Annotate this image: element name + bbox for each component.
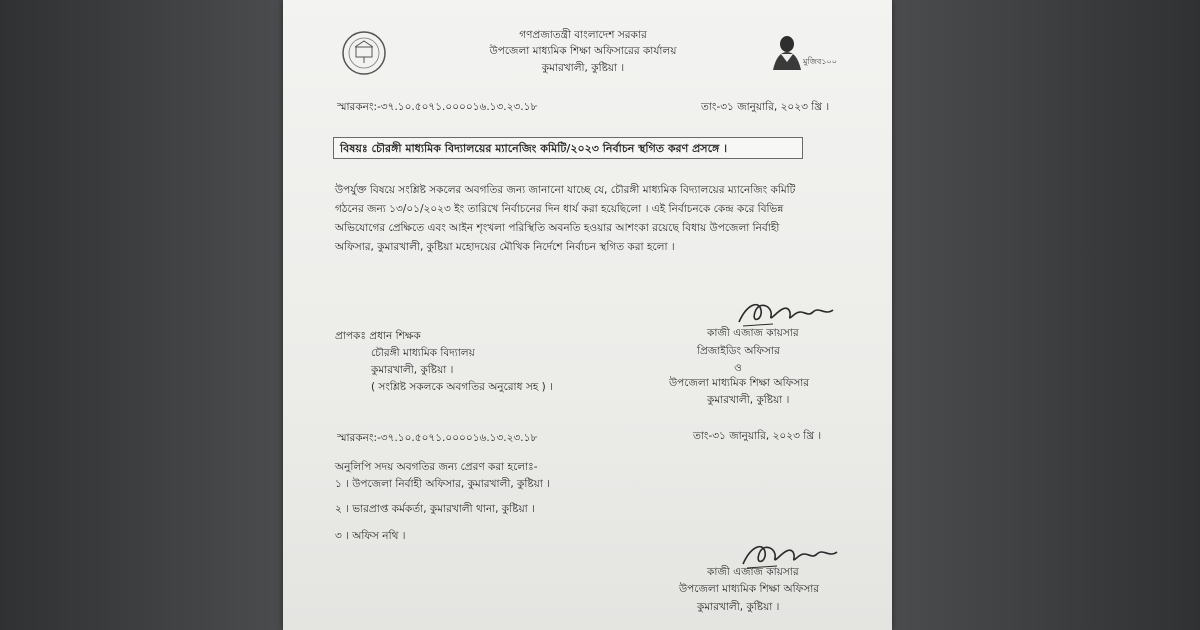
signatory1-name: কাজী এজাজ কায়সার xyxy=(707,327,799,339)
copy-item: ২ । ভারপ্রাপ্ত কর্মকর্তা, কুমারখালী থানা, কুষ্টিয়া । xyxy=(335,503,535,515)
signatory2-place: কুমারখালী, কুষ্টিয়া । xyxy=(697,601,780,613)
copy-item: ১ । উপজেলা নির্বাহী অফিসার, কুমারখালী, কুষ্টিয়া । xyxy=(335,478,550,490)
signatory1-place: কুমারখালী, কুষ্টিয়া । xyxy=(707,394,790,406)
document-page xyxy=(283,0,892,630)
body-line: উপর্যুক্ত বিষয়ে সংশ্লিষ্ট সকলের অবগতির জন্য জানানো যাচ্ছে যে, চৌরঙ্গী মাধ্যমিক বিদ্যালয়ের ম্যানেজিং কমিটি xyxy=(335,184,796,196)
copy-item: ৩ । অফিস নথি । xyxy=(335,530,406,542)
signatory1-role-presiding: প্রিজাইডিং অফিসার xyxy=(697,345,780,357)
recipient-school: চৌরঙ্গী মাধ্যমিক বিদ্যালয় xyxy=(371,347,475,359)
portrait-caption: মুজিব১০০ xyxy=(803,57,837,66)
body-line: অফিসার, কুমারখালী, কুষ্টিয়া মহোদয়ের মৌখিক নির্দেশে নির্বাচন স্থগিত করা হলো । xyxy=(335,241,675,253)
body-paragraph xyxy=(335,181,840,257)
header-line-location: কুমারখালী, কুষ্টিয়া । xyxy=(541,62,625,74)
background-right xyxy=(892,0,1200,630)
body-line: গঠনের জন্য ১৩/০১/২০২৩ ইং তারিখে নির্বাচনের দিন ধার্য করা হয়েছিলো । এই নির্বাচনকে কেন্দ্র করে বিভিন্ন xyxy=(335,203,784,215)
mujib100-portrait-logo xyxy=(767,32,837,72)
signatory1-and: ও xyxy=(734,362,742,374)
memo-number-copy: স্মারকনং:-৩৭.১০.৫০৭১.০০০০১৬.১৩.২৩.১৮ xyxy=(337,432,538,444)
recipient-label: প্রাপকঃ প্রধান শিক্ষক xyxy=(335,330,421,342)
header-line-government: গণপ্রজাতন্ত্রী বাংলাদেশ সরকার xyxy=(519,29,647,41)
memo-date-copy: তাং-৩১ জানুয়ারি, ২০২৩ খ্রি । xyxy=(693,430,822,442)
government-seal-logo xyxy=(341,30,387,76)
signatory2-name: কাজী এজাজ কায়সার xyxy=(707,566,799,578)
subject-box: বিষয়ঃ চৌরঙ্গী মাধ্যমিক বিদ্যালয়ের ম্যানেজিং কমিটি/২০২৩ নির্বাচন স্থগিত করণ প্রসঙ্গে । xyxy=(333,137,803,159)
header-line-office: উপজেলা মাধ্যমিক শিক্ষা অফিসারের কার্যালয় xyxy=(489,45,677,57)
signatory2-role: উপজেলা মাধ্যমিক শিক্ষা অফিসার xyxy=(679,583,820,595)
signature-handwritten xyxy=(733,296,843,330)
recipient-place: কুমারখালী, কুষ্টিয়া । xyxy=(371,364,454,376)
signatory1-role-officer: উপজেলা মাধ্যমিক শিক্ষা অফিসার xyxy=(669,377,810,389)
copy-intro: অনুলিপি সদয় অবগতির জন্য প্রেরণ করা হলোঃ- xyxy=(335,461,538,473)
memo-number: স্মারকনং:-৩৭.১০.৫০৭১.০০০০১৬.১৩.২৩.১৮ xyxy=(337,101,538,113)
body-line: অভিযোগের প্রেক্ষিতে এবং আইন শৃংখলা পরিস্থিতি অবনতি হওয়ার আশংকা রয়েছে বিধায় উপজেলা নির্বাহী xyxy=(335,222,780,234)
recipient-note: ( সংশ্লিষ্ট সকলকে অবগতির অনুরোধ সহ ) । xyxy=(371,381,553,393)
background-left xyxy=(0,0,283,630)
memo-date: তাং-৩১ জানুয়ারি, ২০২৩ খ্রি । xyxy=(701,101,830,113)
